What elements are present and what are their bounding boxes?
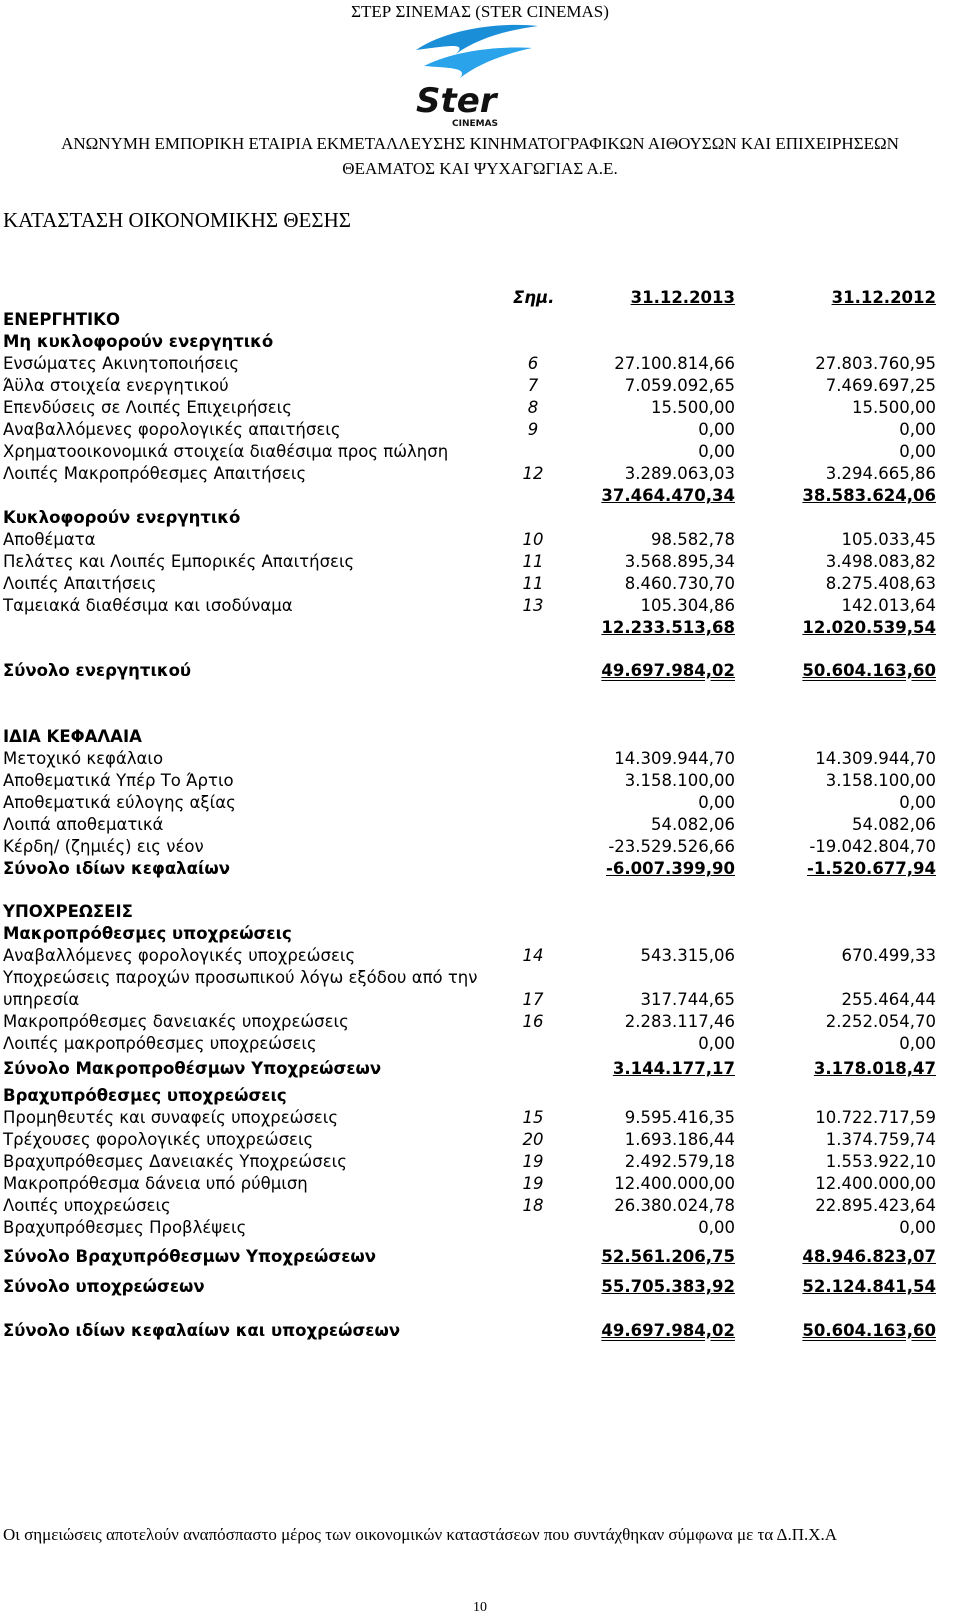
value-2012: 142.013,64 [841, 596, 936, 615]
statement-row [3, 529, 948, 551]
value-2013: -23.529.526,66 [608, 837, 735, 856]
row-label: Πελάτες και Λοιπές Εμπορικές Απαιτήσεις [3, 552, 355, 571]
value-2012: 31.12.2012 [831, 288, 936, 307]
value-2013: 49.697.984,02 [601, 661, 735, 680]
note-ref: 13 [522, 596, 544, 615]
note-ref: 9 [527, 420, 539, 439]
note-ref: 19 [522, 1174, 544, 1193]
value-2012: 12.400.000,00 [815, 1174, 936, 1193]
row-label: Ενσώματες Ακινητοποιήσεις [3, 354, 240, 373]
value-2012: 54.082,06 [852, 815, 936, 834]
value-2013: -6.007.399,90 [606, 859, 735, 878]
row-label: Μακροπρόθεσμα δάνεια υπό ρύθμιση [3, 1174, 308, 1193]
row-label: ΕΝΕΡΓΗΤΙΚΟ [3, 310, 120, 329]
row-label: Υποχρεώσεις παροχών προσωπικού λόγω εξόδου από την [3, 968, 478, 987]
value-2012: 14.309.944,70 [815, 749, 936, 768]
statement-row [3, 1217, 948, 1239]
row-label: Βραχυπρόθεσμες Δανειακές Υποχρεώσεις [3, 1152, 347, 1171]
value-2013: 12.400.000,00 [614, 1174, 735, 1193]
row-label: Ταμειακά διαθέσιμα και ισοδύναμα [3, 596, 293, 615]
value-2012: 27.803.760,95 [815, 354, 936, 373]
value-2012: 105.033,45 [841, 530, 936, 549]
row-label: Λοιπές μακροπρόθεσμες υποχρεώσεις [3, 1034, 317, 1053]
statement-row [3, 1195, 948, 1217]
row-label: Αποθεματικά Υπέρ Το Άρτιο [3, 771, 234, 790]
note-ref: 6 [527, 354, 539, 373]
statement-row [3, 989, 948, 1011]
ster-cinemas-logo [408, 20, 542, 132]
value-2013: 317.744,65 [640, 990, 735, 1009]
row-label: ΥΠΟΧΡΕΩΣΕΙΣ [3, 902, 133, 921]
statement-row [3, 967, 948, 989]
statement-row [3, 463, 948, 485]
value-2012: 0,00 [899, 420, 936, 439]
note-ref: 10 [522, 530, 544, 549]
statement-row [3, 770, 948, 792]
value-2012: 3.294.665,86 [825, 464, 936, 483]
note-ref: 7 [527, 376, 539, 395]
statement-row [3, 419, 948, 441]
logo-wordmark: Ster [416, 81, 497, 121]
value-2013: 0,00 [698, 1034, 735, 1053]
note-ref: 19 [522, 1152, 544, 1171]
row-label: Αναβαλλόμενες φορολογικές απαιτήσεις [3, 420, 341, 439]
statement-row [3, 1151, 948, 1173]
row-label: Κέρδη/ (ζημιές) εις νέον [3, 837, 204, 856]
statement-row [3, 945, 948, 967]
row-label: Σύνολο Μακροπροθέσμων Υποχρεώσεων [3, 1059, 382, 1078]
statement-row [3, 397, 948, 419]
note-ref: 12 [522, 464, 544, 483]
value-2012: 38.583.624,06 [802, 486, 936, 505]
value-2012: -19.042.804,70 [809, 837, 936, 856]
row-label: Σύνολο Βραχυπρόθεσμων Υποχρεώσεων [3, 1247, 376, 1266]
statement-row [3, 1276, 948, 1298]
value-2013: 3.289.063,03 [624, 464, 735, 483]
company-name-line2: ΘΕΑΜΑΤΟΣ ΚΑΙ ΨΥΧΑΓΩΓΙΑΣ Α.Ε. [342, 159, 618, 178]
row-label: Κυκλοφορούν ενεργητικό [3, 508, 241, 527]
value-2012: 1.553.922,10 [825, 1152, 936, 1171]
row-label: Λοιπά αποθεματικά [3, 815, 164, 834]
note-ref: 18 [522, 1196, 544, 1215]
row-label: Μη κυκλοφορούν ενεργητικό [3, 332, 274, 351]
row-label: Μετοχικό κεφάλαιο [3, 749, 164, 768]
row-label: υπηρεσία [3, 990, 80, 1009]
value-2013: 52.561.206,75 [601, 1247, 735, 1266]
value-2013: 49.697.984,02 [601, 1321, 735, 1340]
value-2013: 0,00 [698, 1218, 735, 1237]
logo-subtext: CINEMAS [452, 119, 499, 129]
row-label: Χρηματοοικονομικά στοιχεία διαθέσιμα προς πώληση [3, 442, 449, 461]
value-2012: 12.020.539,54 [802, 618, 936, 637]
note-ref: Σημ. [513, 288, 555, 307]
statement-row [3, 814, 948, 836]
row-label: Λοιπές Μακροπρόθεσμες Απαιτήσεις [3, 464, 307, 483]
row-label: Βραχυπρόθεσμες υποχρεώσεις [3, 1086, 287, 1105]
value-2013: 55.705.383,92 [601, 1277, 735, 1296]
row-label: Σύνολο ιδίων κεφαλαίων και υποχρεώσεων [3, 1321, 401, 1340]
value-2013: 31.12.2013 [630, 288, 735, 307]
statement-row [3, 923, 948, 945]
note-ref: 11 [522, 574, 544, 593]
value-2013: 3.568.895,34 [624, 552, 735, 571]
row-label: Προμηθευτές και συναφείς υποχρεώσεις [3, 1108, 339, 1127]
statement-row [3, 1107, 948, 1129]
row-label: Αποθέματα [3, 530, 96, 549]
row-label: Μακροπρόθεσμες υποχρεώσεις [3, 924, 292, 943]
value-2013: 27.100.814,66 [614, 354, 735, 373]
value-2013: 105.304,86 [640, 596, 735, 615]
row-label: Σύνολο ιδίων κεφαλαίων [3, 859, 230, 878]
row-label: Μακροπρόθεσμες δανειακές υποχρεώσεις [3, 1012, 349, 1031]
statement-row [3, 1058, 948, 1080]
footer-note: Οι σημειώσεις αποτελούν αναπόσπαστο μέρος των οικονομικών καταστάσεων που συντάχθηκαν σύμφωνα με τα Δ.Π.Χ.Α [3, 1525, 838, 1544]
value-2012: 0,00 [899, 793, 936, 812]
value-2012: 50.604.163,60 [802, 661, 936, 680]
value-2013: 0,00 [698, 442, 735, 461]
statement-row [3, 1246, 948, 1268]
statement-row [3, 287, 948, 309]
value-2013: 54.082,06 [651, 815, 735, 834]
page-number: 10 [473, 1600, 487, 1615]
value-2013: 15.500,00 [651, 398, 735, 417]
row-label: Αποθεματικά εύλογης αξίας [3, 793, 236, 812]
statement-row [3, 617, 948, 639]
value-2013: 9.595.416,35 [624, 1108, 735, 1127]
note-ref: 8 [527, 398, 539, 417]
value-2012: 48.946.823,07 [802, 1247, 936, 1266]
document-title: ΚΑΤΑΣΤΑΣΗ ΟΙΚΟΝΟΜΙΚΗΣ ΘΕΣΗΣ [3, 208, 351, 232]
value-2012: 255.464,44 [841, 990, 936, 1009]
row-label: Αναβαλλόμενες φορολογικές υποχρεώσεις [3, 946, 356, 965]
row-label: Τρέχουσες φορολογικές υποχρεώσεις [3, 1130, 314, 1149]
value-2013: 8.460.730,70 [624, 574, 735, 593]
statement-row [3, 1129, 948, 1151]
row-label: Άϋλα στοιχεία ενεργητικού [3, 376, 229, 395]
statement-row [3, 792, 948, 814]
value-2012: 52.124.841,54 [802, 1277, 936, 1296]
value-2012: 3.178.018,47 [813, 1059, 936, 1078]
note-ref: 11 [522, 552, 544, 571]
value-2012: 670.499,33 [841, 946, 936, 965]
row-label: Λοιπές Απαιτήσεις [3, 574, 157, 593]
value-2012: 0,00 [899, 1218, 936, 1237]
company-title: ΣΤΕΡ ΣΙΝΕΜΑΣ (STER CINEMAS) [351, 2, 609, 21]
row-label: Λοιπές υποχρεώσεις [3, 1196, 171, 1215]
statement-row [3, 309, 948, 331]
value-2013: 26.380.024,78 [614, 1196, 735, 1215]
statement-row [3, 573, 948, 595]
value-2012: 7.469.697,25 [825, 376, 936, 395]
value-2013: 3.144.177,17 [612, 1059, 735, 1078]
value-2013: 7.059.092,65 [624, 376, 735, 395]
statement-row [3, 836, 948, 858]
statement-row [3, 353, 948, 375]
statement-row [3, 1173, 948, 1195]
value-2012: -1.520.677,94 [807, 859, 936, 878]
value-2013: 3.158.100,00 [624, 771, 735, 790]
value-2012: 1.374.759,74 [825, 1130, 936, 1149]
statement-row [3, 858, 948, 880]
company-name-line1: ΑΝΩΝΥΜΗ ΕΜΠΟΡΙΚΗ ΕΤΑΙΡΙΑ ΕΚΜΕΤΑΛΛΕΥΣΗΣ ΚΙΝΗΜΑΤΟΓΡΑΦΙΚΩΝ ΑΙΘΟΥΣΩΝ ΚΑΙ ΕΠΙΧΕΙΡΗΣΕΩΝ [61, 134, 899, 153]
value-2013: 0,00 [698, 420, 735, 439]
statement-row [3, 1085, 948, 1107]
row-label: Σύνολο ενεργητικού [3, 661, 192, 680]
statement-row [3, 660, 948, 682]
value-2013: 12.233.513,68 [601, 618, 735, 637]
value-2013: 98.582,78 [651, 530, 735, 549]
note-ref: 20 [522, 1130, 544, 1149]
value-2012: 0,00 [899, 1034, 936, 1053]
statement-row [3, 507, 948, 529]
statement-row [3, 551, 948, 573]
value-2013: 0,00 [698, 793, 735, 812]
statement-row [3, 901, 948, 923]
statement-row [3, 441, 948, 463]
statement-row [3, 1033, 948, 1055]
value-2013: 2.492.579,18 [624, 1152, 735, 1171]
statement-row [3, 485, 948, 507]
value-2012: 8.275.408,63 [825, 574, 936, 593]
statement-row [3, 726, 948, 748]
note-ref: 17 [522, 990, 544, 1009]
value-2012: 10.722.717,59 [815, 1108, 936, 1127]
statement-row [3, 1011, 948, 1033]
row-label: Βραχυπρόθεσμες Προβλέψεις [3, 1218, 247, 1237]
value-2013: 543.315,06 [640, 946, 735, 965]
statement-row [3, 331, 948, 353]
row-label: ΙΔΙΑ ΚΕΦΑΛΑΙΑ [3, 727, 142, 746]
row-label: Σύνολο υποχρεώσεων [3, 1277, 205, 1296]
statement-row [3, 375, 948, 397]
value-2013: 2.283.117,46 [624, 1012, 735, 1031]
value-2012: 3.498.083,82 [825, 552, 936, 571]
value-2013: 1.693.186,44 [624, 1130, 735, 1149]
note-ref: 16 [522, 1012, 544, 1031]
statement-row [3, 1320, 948, 1342]
value-2012: 15.500,00 [852, 398, 936, 417]
value-2012: 3.158.100,00 [825, 771, 936, 790]
note-ref: 15 [522, 1108, 544, 1127]
value-2012: 50.604.163,60 [802, 1321, 936, 1340]
statement-row [3, 595, 948, 617]
value-2013: 14.309.944,70 [614, 749, 735, 768]
value-2012: 2.252.054,70 [825, 1012, 936, 1031]
value-2012: 22.895.423,64 [815, 1196, 936, 1215]
statement-row [3, 748, 948, 770]
row-label: Επενδύσεις σε Λοιπές Επιχειρήσεις [3, 398, 292, 417]
note-ref: 14 [522, 946, 544, 965]
value-2012: 0,00 [899, 442, 936, 461]
value-2013: 37.464.470,34 [601, 486, 735, 505]
